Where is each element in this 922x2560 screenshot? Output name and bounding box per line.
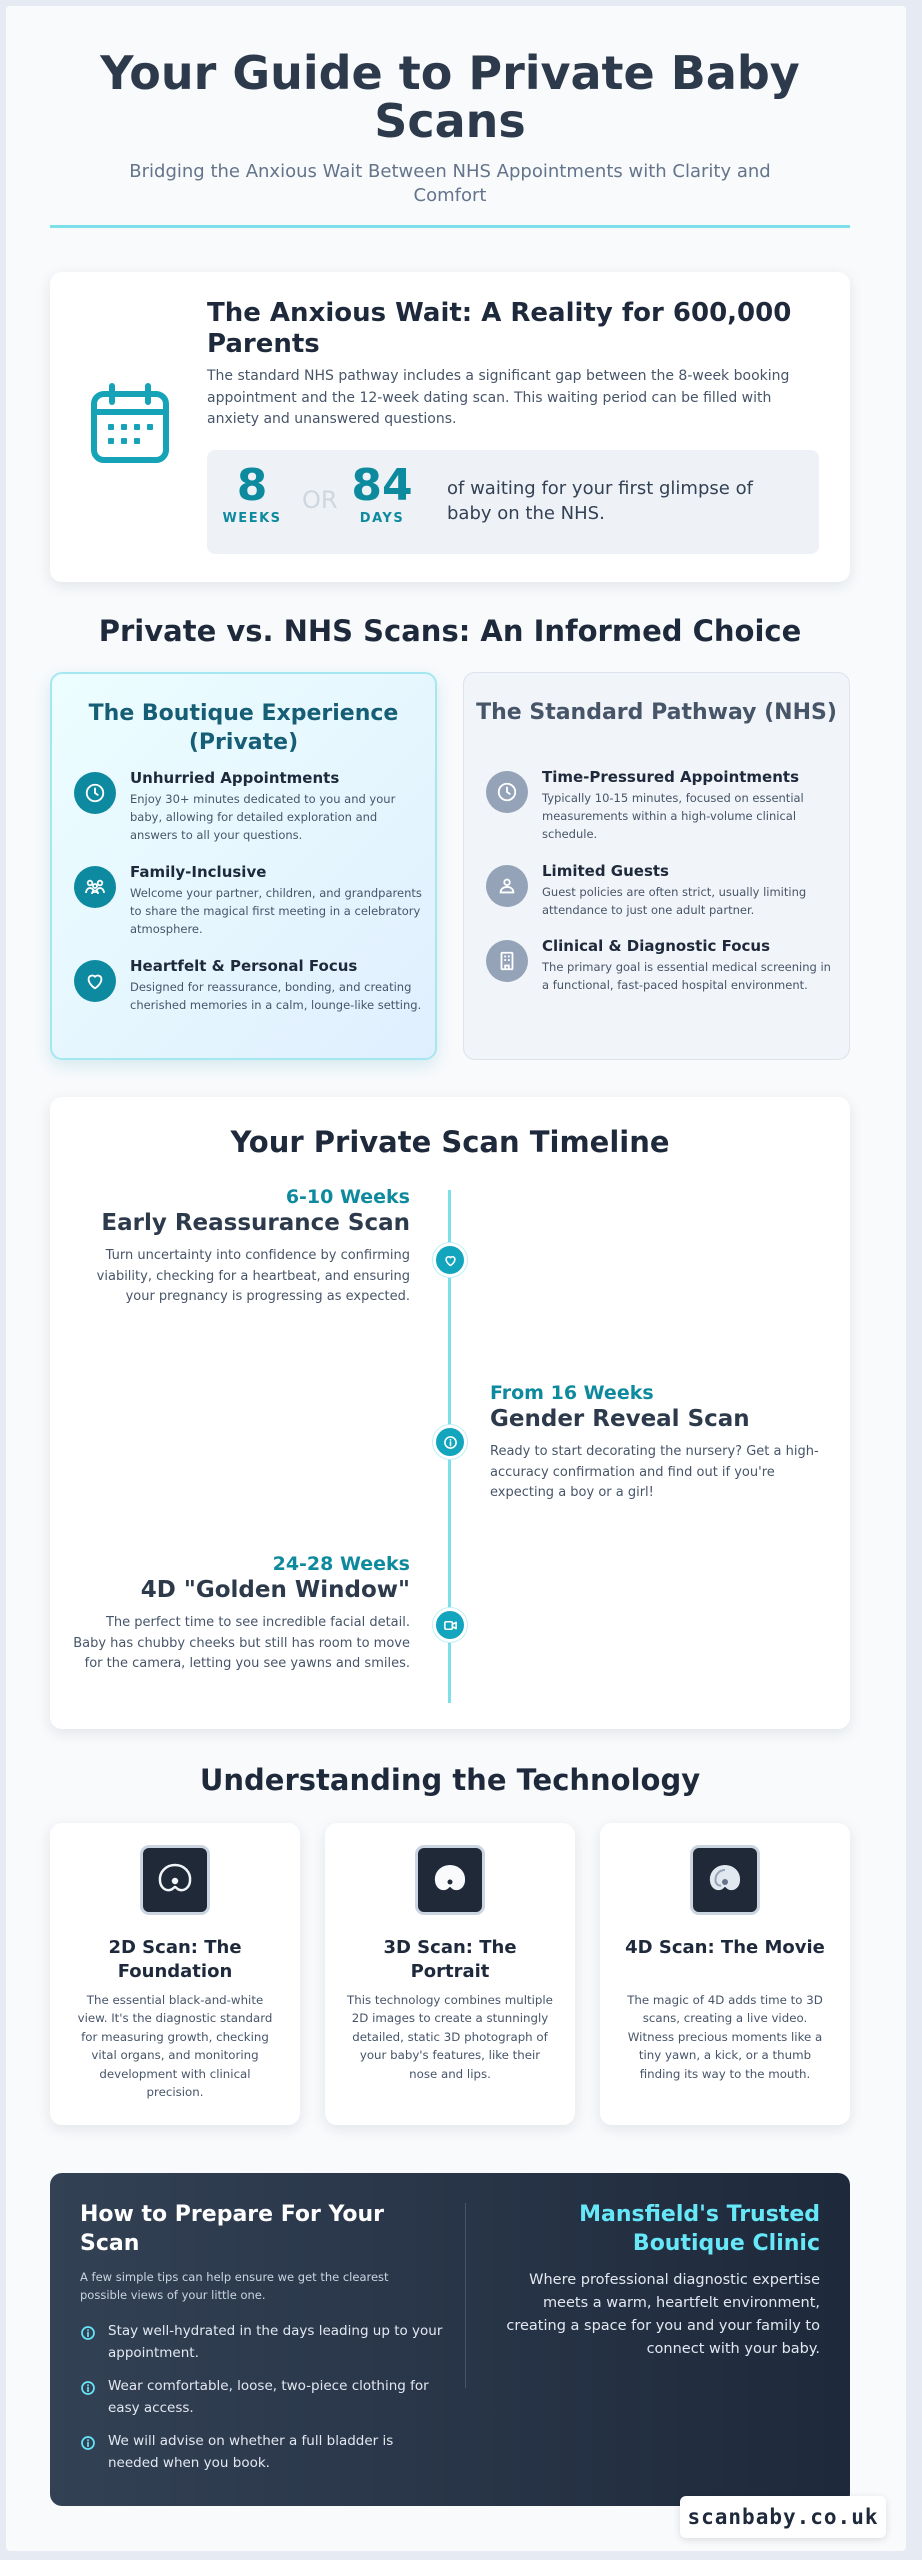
anxious-wait-card [50,272,850,582]
timeline-item [70,1186,410,1308]
clinic-title: Mansfield's Trusted Boutique Clinic [579,2202,820,2256]
hospital-icon [486,940,528,982]
header [50,46,850,208]
timeline-name: Early Reassurance Scan [101,1210,410,1236]
standard-title: The Standard Pathway (NHS) [476,700,837,725]
timeline-item [70,1553,410,1675]
tech-title: 4D Scan: The Movie [625,1937,825,1958]
boutique-item-text: Welcome your partner, children, and grandparents to share the magical first meeting in a celebratory atmosphere. [130,886,422,936]
timeline-when: 24-28 Weeks [272,1553,410,1575]
boutique-item-title: Family-Inclusive [130,863,267,881]
timeline-desc: Turn uncertainty into confidence by confirming viability, checking for a heartbeat, and ensuring your pregnancy is progressing as expected. [96,1248,410,1305]
or-separator: OR [302,486,338,514]
standard-item-text: Guest policies are often strict, usually limiting attendance to just one adult partner. [542,885,807,917]
prepare-tip-text: Stay well-hydrated in the days leading up to your appointment. [108,2323,443,2361]
prepare-tip-text: Wear comfortable, loose, two-piece clothing for easy access. [108,2378,429,2416]
anxious-wait-text: The standard NHS pathway includes a significant gap between the 8-week booking appointment and the 12-week dating scan. This waiting period can be filled with anxiety and unanswered questions. [207,368,790,428]
tech-text: The magic of 4D adds time to 3D scans, creating a live video. Witness precious moments like a tiny yawn, a kick, or a thumb finding its way to the mouth. [627,1993,823,2081]
boutique-item-title: Heartfelt & Personal Focus [130,957,358,975]
timeline-when: 6-10 Weeks [285,1186,410,1208]
prepare-panel [50,2173,850,2506]
timeline-name: 4D "Golden Window" [140,1577,410,1603]
technology-title: Understanding the Technology [199,1763,701,1797]
weeks-value: 8 [236,460,268,511]
standard-item-text: The primary goal is essential medical screening in a functional, fast-paced hospital environment. [542,960,831,992]
tech-card-3d [325,1823,575,2125]
timeline-card [50,1097,850,1729]
prepare-title: How to Prepare For Your Scan [80,2202,385,2256]
boutique-item-text: Designed for reassurance, bonding, and creating cherished memories in a calm, lounge-like setting. [130,980,422,1012]
standard-item-title: Time-Pressured Appointments [542,768,799,786]
calendar-icon [88,382,172,466]
standard-item-title: Clinical & Diagnostic Focus [542,937,771,955]
days-stat [347,462,417,526]
standard-item-title: Limited Guests [542,862,669,880]
standard-item-text: Typically 10-15 minutes, focused on essential measurements within a high-volume clinical schedule. [542,791,804,841]
wait-stat-text: of waiting for your first glimpse of baby on the NHS. [447,478,753,524]
prepare-subtitle: A few simple tips can help ensure we get the clearest possible views of your little one. [80,2270,389,2302]
clock-icon [74,772,116,814]
clinic-text: Where professional diagnostic expertise meets a warm, heartfelt environment, creating a space for you and your family to connect with your baby. [506,2272,820,2357]
wait-stats [207,450,819,554]
prepare-divider [465,2203,466,2388]
page-title: Your Guide to Private Baby Scans [100,46,800,148]
heart-icon [74,960,116,1002]
tech-text: This technology combines multiple 2D images to create a stunningly detailed, static 3D photograph of your baby's features, like their nose and lips. [347,1993,553,2081]
days-label: DAYS [359,511,405,527]
timeline-desc: The perfect time to see incredible facial detail. Baby has chubby cheeks but still has room to move for the camera, letting you see yawns and smiles. [73,1615,410,1672]
info-icon [80,2380,96,2396]
tech-title: 2D Scan: The Foundation [108,1937,242,1982]
4d-scan-movie-icon [690,1845,760,1915]
timeline-name: Gender Reveal Scan [490,1406,750,1432]
boutique-item-text: Enjoy 30+ minutes dedicated to you and your baby, allowing for detailed exploration and answers to all your questions. [130,792,396,842]
page-subtitle: Bridging the Anxious Wait Between NHS Appointments with Clarity and Comfort [129,160,771,206]
timeline-when: From 16 Weeks [490,1382,654,1404]
tech-title: 3D Scan: The Portrait [383,1937,517,1982]
2d-scan-outline-icon [140,1845,210,1915]
3d-scan-portrait-icon [415,1845,485,1915]
comparison-title: Private vs. NHS Scans: An Informed Choice [98,614,802,648]
timeline-title: Your Private Scan Timeline [230,1125,670,1159]
tech-card-4d [600,1823,850,2125]
prepare-tip-text: We will advise on whether a full bladder is needed when you book. [108,2433,394,2471]
weeks-stat [221,462,283,526]
brand-badge: scanbaby.co.uk [680,2496,886,2538]
header-divider [50,225,850,228]
heart-icon [433,1243,467,1277]
weeks-label: WEEKS [222,511,282,527]
tech-text: The essential black-and-white view. It's the diagnostic standard for measuring growth, checking vital organs, and monitoring development with clinical precision. [77,1993,273,2099]
info-icon [433,1425,467,1459]
single-person-icon [486,865,528,907]
info-icon [80,2325,96,2341]
clock-icon [486,771,528,813]
timeline-desc: Ready to start decorating the nursery? Get a high-accuracy confirmation and find out if you're expecting a boy or a girl! [490,1444,819,1501]
info-icon [80,2435,96,2451]
timeline-item [490,1382,820,1504]
video-icon [433,1608,467,1642]
boutique-panel [50,672,437,1060]
family-icon [74,866,116,908]
boutique-title: The Boutique Experience (Private) [88,701,399,755]
days-value: 84 [351,460,413,511]
tech-card-2d [50,1823,300,2125]
anxious-wait-title: The Anxious Wait: A Reality for 600,000 Parents [207,298,792,360]
standard-panel [463,672,850,1060]
boutique-item-title: Unhurried Appointments [130,769,340,787]
